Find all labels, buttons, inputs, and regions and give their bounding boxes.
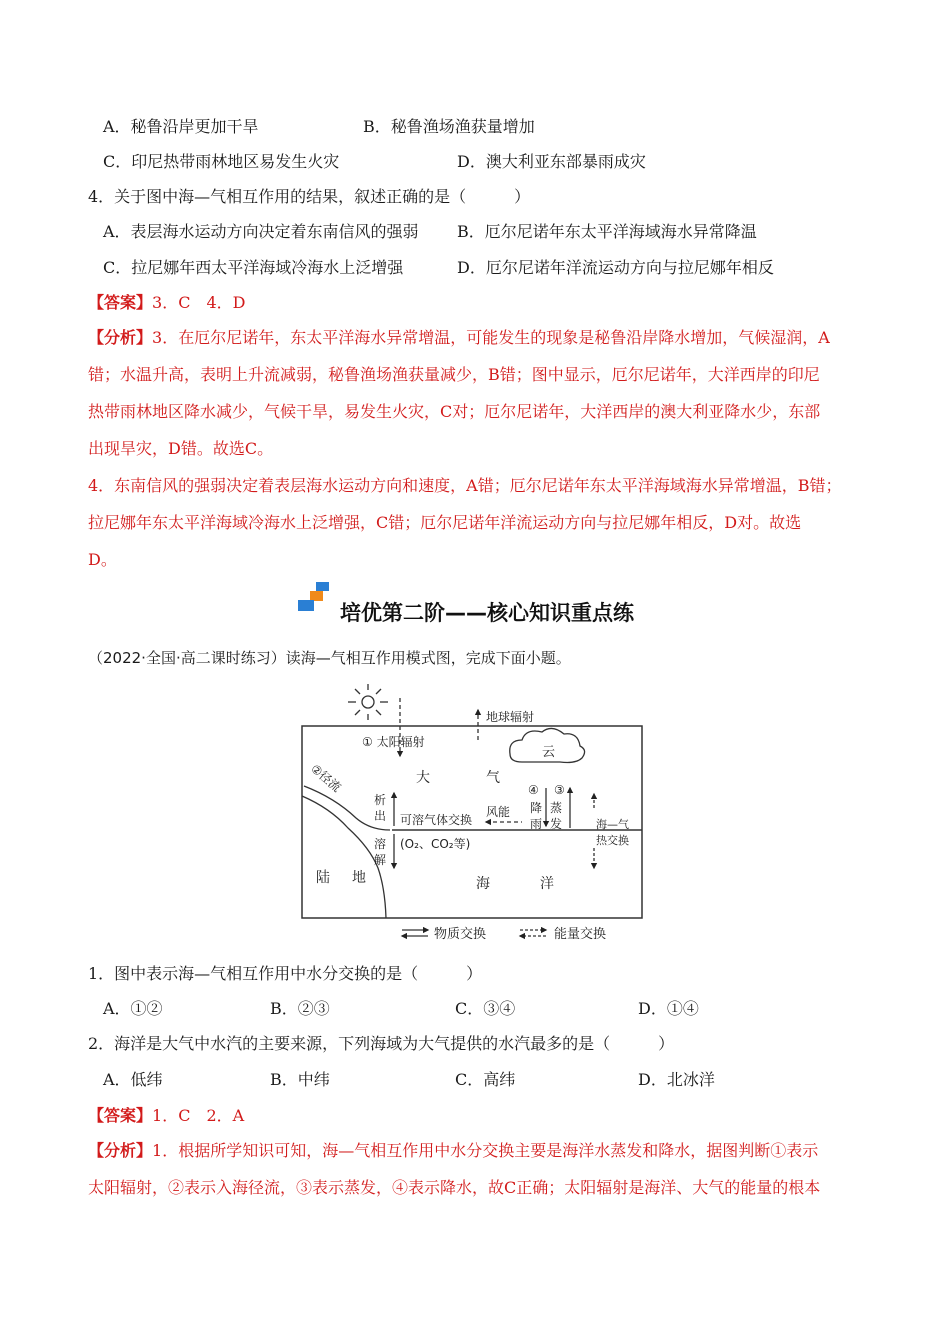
analysis-1-line-5: 拉尼娜年东太平洋海域冷海水上泛增强，C错；厄尔尼诺年洋流运动方向与拉尼娜年相反，D对。故选	[88, 513, 802, 532]
evap-label-2: 发	[550, 817, 563, 831]
q2-stem: 2．海洋是大气中水汽的主要来源，下列海域为大气提供的水汽最多的是（ ）	[88, 1034, 675, 1053]
atmosphere-label-1: 大	[416, 770, 430, 786]
precip-label-1: 降	[530, 801, 543, 815]
q3-option-a: A．秘鲁沿岸更加干旱	[103, 117, 259, 136]
answer-1	[88, 293, 245, 313]
answer-2-tag: 【答案】	[88, 1106, 153, 1125]
legend-energy-label: 能量交换	[554, 927, 607, 942]
q4-option-d: D．厄尔尼诺年洋流运动方向与拉尼娜年相反	[457, 258, 774, 277]
release-label-1: 析	[374, 793, 387, 807]
q4-stem: 4．关于图中海—气相互作用的结果，叙述正确的是（ ）	[88, 187, 531, 206]
release-label-2: 出	[374, 809, 387, 823]
q3-option-b: B．秘鲁渔场渔获量增加	[363, 117, 535, 136]
legend-energy	[520, 926, 606, 942]
gases-label: (O₂、CO₂等)	[400, 837, 471, 851]
analysis-1-line-6: D。	[88, 550, 117, 569]
analysis-1-tag: 【分析】	[88, 328, 153, 347]
q2-option-c: C．高纬	[455, 1070, 516, 1089]
dissolve-label-1: 溶	[374, 837, 387, 851]
sea-air-interaction-diagram	[290, 678, 660, 948]
dissolve-label-2: 解	[374, 853, 387, 867]
answer-2	[88, 1106, 244, 1126]
sun-icon	[348, 684, 388, 720]
precip-num: ④	[528, 783, 539, 797]
q1-option-d: D．①④	[638, 999, 699, 1018]
wind-energy-label: 风能	[486, 805, 511, 819]
solar-radiation-label: ① 太阳辐射	[362, 735, 425, 749]
answer-1-tag: 【答案】	[88, 293, 153, 312]
q1-option-b: B．②③	[270, 999, 330, 1018]
block-blue-top	[316, 582, 329, 591]
analysis-1-line-2: 热带雨林地区降水减少，气候干旱，易发生火灾，C对；厄尔尼诺年，大洋西岸的澳大利亚降水少，东部	[88, 402, 821, 421]
analysis-1-text: 3．在厄尔尼诺年，东太平洋海水异常增温，可能发生的现象是秘鲁沿岸降水增加，气候湿润，A	[152, 328, 830, 347]
answer-1-text: 3．C 4．D	[152, 293, 246, 312]
analysis-2-text: 1．根据所学知识可知，海—气相互作用中水分交换主要是海洋水蒸发和降水，据图判断①表示	[152, 1141, 819, 1160]
earth-radiation-label: 地球辐射	[486, 710, 535, 724]
ocean-label-1: 海	[476, 876, 490, 892]
heat-exchange-label-2: 热交换	[596, 834, 629, 847]
answer-2-text: 1．C 2．A	[152, 1106, 245, 1125]
analysis-1-line-0	[88, 328, 830, 348]
section-blocks-icon	[298, 582, 338, 614]
analysis-1-line-3: 出现旱灾，D错。故选C。	[88, 439, 274, 458]
q1-option-a: A．①②	[103, 999, 163, 1018]
cloud-label: 云	[542, 745, 556, 760]
q2-option-b: B．中纬	[270, 1070, 330, 1089]
q4-option-a: A．表层海水运动方向决定着东南信风的强弱	[103, 222, 419, 241]
heat-exchange-label-1: 海—气	[596, 818, 629, 831]
ocean-label-2: 洋	[540, 876, 554, 892]
section-title: 培优第二阶——核心知识重点练	[340, 601, 634, 625]
q4-option-b: B．厄尔尼诺年东太平洋海域海水异常降温	[457, 222, 757, 241]
analysis-1-line-1: 错；水温升高，表明上升流减弱，秘鲁渔场渔获量减少，B错；图中显示，厄尔尼诺年，大洋西岸的印尼	[88, 365, 820, 384]
gas-exchange-label: 可溶气体交换	[400, 813, 473, 827]
q1-option-c: C．③④	[455, 999, 516, 1018]
evap-num: ③	[554, 783, 565, 797]
analysis-2-line-1: 太阳辐射，②表示入海径流，③表示蒸发，④表示降水，故C正确；太阳辐射是海洋、大气的能量的根本	[88, 1178, 821, 1197]
q1-stem: 1．图中表示海—气相互作用中水分交换的是（ ）	[88, 964, 483, 983]
legend-material-label: 物质交换	[434, 927, 487, 942]
analysis-2-tag: 【分析】	[88, 1141, 153, 1160]
q3-option-c: C．印尼热带雨林地区易发生火灾	[103, 152, 340, 171]
q4-option-c: C．拉尼娜年西太平洋海域冷海水上泛增强	[103, 258, 404, 277]
legend-material	[402, 926, 486, 942]
analysis-2-line-0	[88, 1141, 818, 1161]
evap-label-1: 蒸	[550, 801, 563, 815]
atmosphere-label-2: 气	[486, 770, 500, 786]
analysis-1-line-4: 4．东南信风的强弱决定着表层海水运动方向和速度，A错；厄尔尼诺年东太平洋海域海水异常增温，B错；	[88, 476, 842, 495]
block-orange	[310, 591, 323, 601]
q2-option-d: D．北冰洋	[638, 1070, 715, 1089]
runoff-label: ②径流	[308, 761, 344, 795]
source-line: （2022·全国·高二课时练习）读海—气相互作用模式图，完成下面小题。	[88, 649, 571, 667]
q3-option-d: D．澳大利亚东部暴雨成灾	[457, 152, 646, 171]
land-label-1: 陆	[316, 870, 330, 886]
land-label-2: 地	[352, 870, 366, 886]
precip-label-2: 雨	[530, 817, 543, 831]
q2-option-a: A．低纬	[103, 1070, 163, 1089]
block-blue-bottom	[298, 600, 314, 611]
